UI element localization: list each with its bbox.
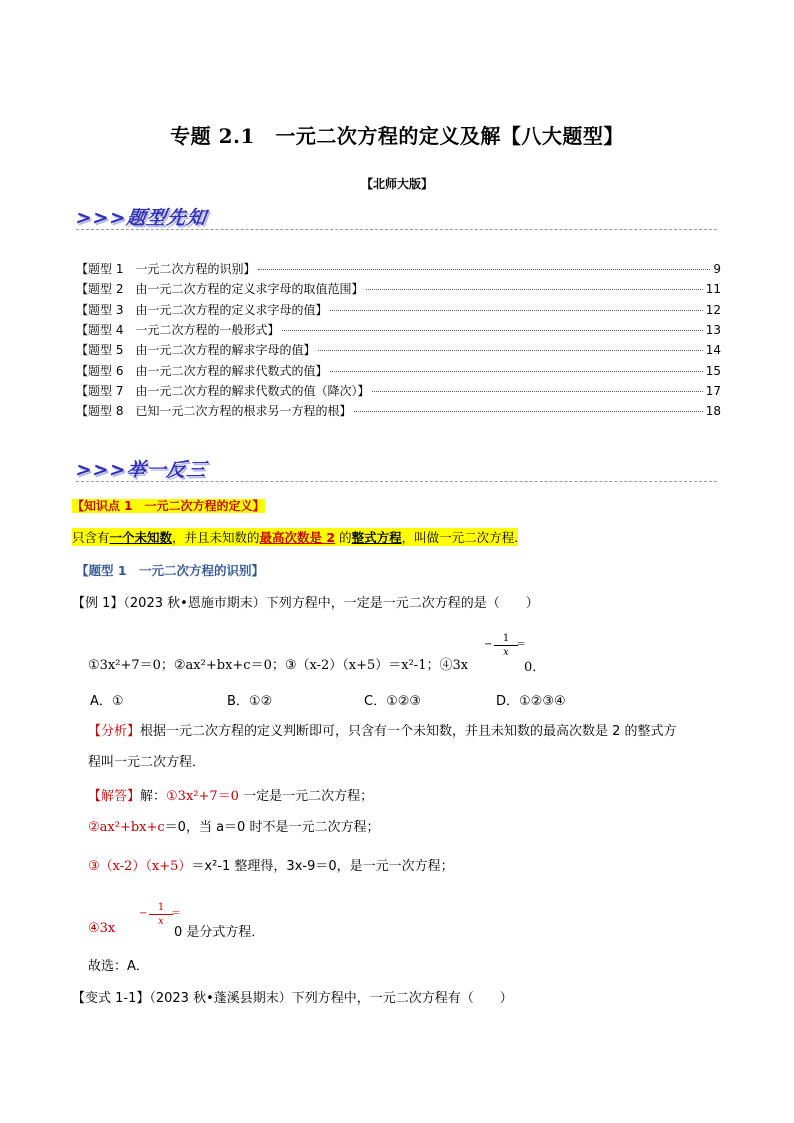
toc-entry[interactable] [76, 260, 721, 277]
toc-entry[interactable] [76, 362, 721, 379]
variant-question: 【变式 1-1】（2023 秋•蓬溪县期末）下列方程中，一元二次方程有（ ） [72, 991, 513, 1006]
analysis-text: 根据一元二次方程的定义判断即可，只含有一个未知数，并且未知数的最高次数是 2 的整式方 [140, 724, 677, 739]
toc-entry[interactable] [76, 301, 721, 318]
toc-entry[interactable] [76, 321, 721, 338]
equation-list: ①3x²+7＝0；②ax²+bx+c＝0；③（x-2）（x+5）＝x²-1；④3x [88, 658, 469, 673]
answer-conclusion: 故选：A． [88, 959, 149, 974]
answer-step-3-equation: ③（x-2）（x+5） [88, 859, 192, 874]
toc-entry-page: 14 [705, 343, 721, 358]
toc-leader-dots [366, 289, 702, 290]
toc-entry-page: 9 [713, 262, 721, 276]
toc-entry-page: 12 [705, 302, 721, 317]
answer-label: 【解答】 [88, 789, 141, 804]
definition-part: 的 [335, 530, 352, 545]
definition-keyword: 整式方程 [351, 530, 402, 545]
definition-text [72, 528, 518, 546]
edition-label: 【北师大版】 [360, 177, 433, 191]
toc-entry-label: 【题型 3 由一元二次方程的定义求字母的值】 [76, 302, 328, 317]
answer-line-3 [88, 855, 454, 874]
choice-c: C．①②③ [364, 694, 422, 709]
toc-entry[interactable] [76, 382, 721, 399]
answer-step-2-text: ＝0，当 a＝0 时不是一元二次方程； [164, 820, 380, 835]
equation-end: 0． [524, 660, 546, 675]
toc-entry[interactable] [76, 280, 721, 297]
example-question-text: （2023 秋•恩施市期末）下列方程中，一定是一元二次方程的是（ ） [123, 596, 539, 611]
answer-line-1 [88, 785, 373, 804]
answer-step-1-text: 一定是一元二次方程； [238, 789, 374, 804]
definition-keyword: 最高次数是 2 [259, 530, 336, 545]
knowledge-point-heading [72, 497, 265, 514]
toc-leader-dots [354, 411, 702, 412]
page-title: 专题 2.1 一元二次方程的定义及解【八大题型】 [170, 124, 624, 148]
definition-part: ，叫做一元二次方程. [401, 530, 519, 545]
toc-leader-dots [330, 371, 702, 372]
choice-b: B．①② [227, 694, 273, 709]
analysis-line-1 [88, 720, 677, 739]
toc-entry-page: 13 [705, 322, 721, 337]
fraction: − 1 x ＝ [484, 633, 526, 658]
answer-line-2 [88, 816, 379, 835]
definition-keyword: 一个未知数 [109, 530, 173, 545]
toc-entry-label: 【题型 7 由一元二次方程的解求代数式的值（降次）】 [76, 383, 370, 398]
analysis-label: 【分析】 [88, 724, 141, 739]
answer-step-4-equation: ④3x [88, 921, 116, 936]
fraction-numerator: 1 [502, 633, 510, 644]
toc-entry-label: 【题型 6 由一元二次方程的解求代数式的值】 [76, 363, 328, 378]
toc-entry-page: 15 [705, 363, 721, 378]
toc-entry-label: 【题型 1 一元二次方程的识别】 [76, 262, 256, 276]
toc-entry-page: 18 [705, 404, 721, 419]
example-equations [88, 654, 468, 673]
fraction-numerator: 1 [157, 902, 165, 913]
answer-step-2-equation: ②ax²+bx+c [88, 820, 165, 835]
toc-leader-dots [282, 330, 702, 331]
choice-a: A．① [90, 694, 124, 709]
definition-part: 只含有 [72, 530, 110, 545]
answer-step-4-text: 0 是分式方程． [174, 925, 265, 940]
toc-leader-dots [258, 269, 710, 270]
definition-part: ，并且未知数的 [172, 530, 260, 545]
fraction-denominator: x [503, 647, 509, 658]
banner-question-types: >>>题型先知 [74, 207, 209, 229]
answer-line-4 [88, 921, 115, 936]
question-type-heading: 【题型 1 一元二次方程的识别】 [76, 563, 265, 578]
toc-entry-label: 【题型 8 已知一元二次方程的根求另一方程的根】 [76, 404, 352, 419]
toc-entry-page: 11 [705, 282, 721, 297]
fraction-denominator: x [158, 916, 164, 927]
answer-step-1-equation: ①3x²+7＝0 [166, 789, 239, 804]
divider [76, 481, 717, 482]
toc-entry-label: 【题型 4 一元二次方程的一般形式】 [76, 322, 280, 337]
toc-entry-label: 【题型 2 由一元二次方程的定义求字母的取值范围】 [76, 282, 364, 297]
toc-leader-dots [330, 310, 702, 311]
banner-examples: >>>举一反三 [74, 459, 209, 481]
example-question [72, 592, 539, 611]
analysis-line-2: 程叫一元二次方程． [88, 755, 206, 770]
answer-step-3-text: ＝x²-1 整理得，3x-9＝0，是一元一次方程； [191, 859, 454, 874]
toc-entry[interactable] [76, 341, 721, 358]
answer-intro: 解： [140, 789, 167, 804]
toc-leader-dots [318, 350, 702, 351]
example-label: 【例 1】 [72, 596, 124, 611]
knowledge-point-label: 【知识点 1 一元二次方程的定义】 [72, 499, 265, 513]
toc-entry-label: 【题型 5 由一元二次方程的解求字母的值】 [76, 343, 316, 358]
choice-d: D．①②③④ [496, 694, 566, 709]
fraction: − 1 x ＝ [139, 902, 181, 927]
toc-leader-dots [372, 391, 702, 392]
divider [76, 229, 717, 230]
toc-entry[interactable] [76, 402, 721, 419]
toc-entry-page: 17 [705, 383, 721, 398]
